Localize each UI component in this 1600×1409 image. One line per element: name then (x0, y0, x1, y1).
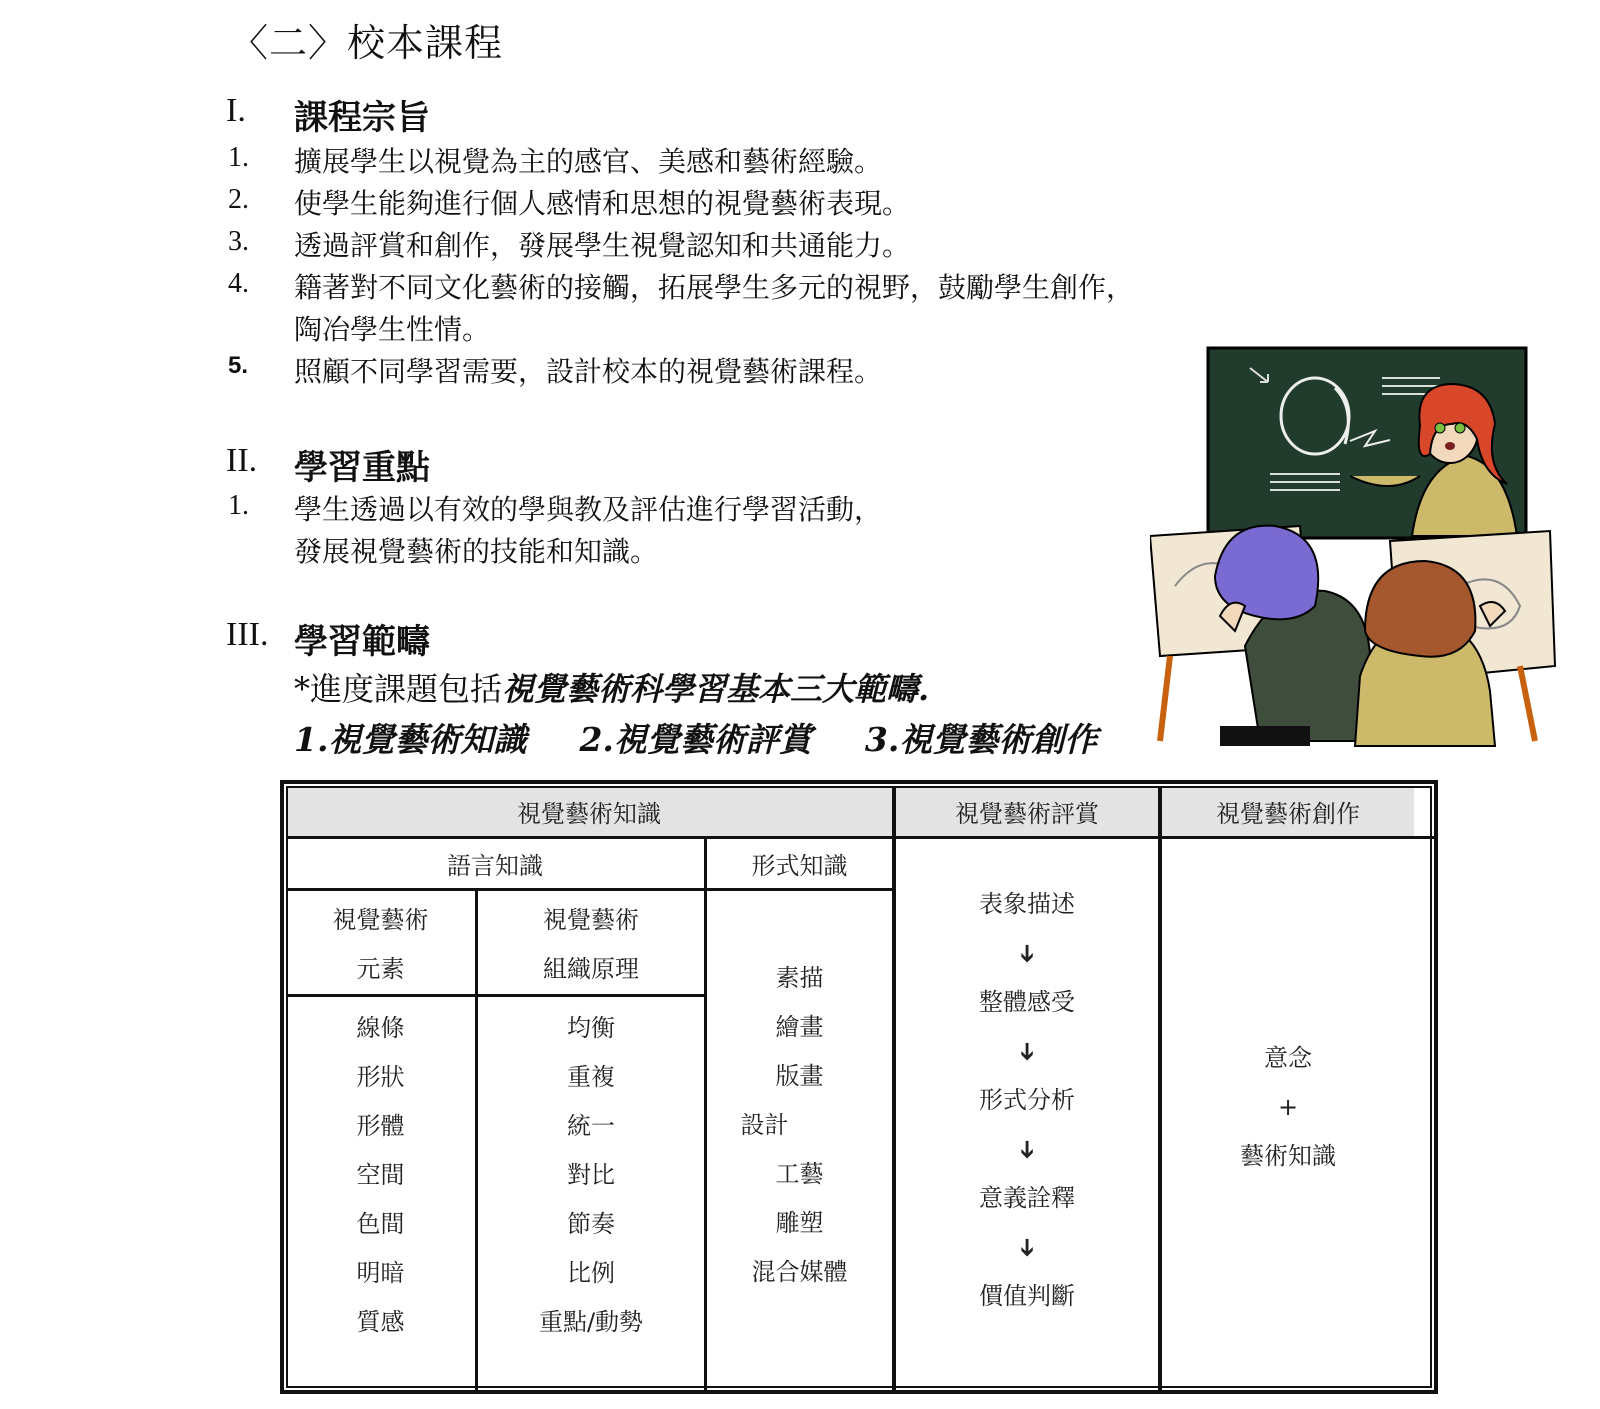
list-item: 對比 (567, 1161, 615, 1189)
list-item: 比例 (567, 1259, 615, 1287)
section-1-number: I. (226, 92, 246, 129)
section-1-title: 課程宗旨 (294, 98, 430, 138)
list-item: 重複 (567, 1063, 615, 1091)
strands-note-italic: 視覺藝術科學習基本三大範疇. (502, 670, 930, 708)
classroom-illustration (1150, 346, 1570, 750)
creation-idea: 意念 (1264, 1044, 1312, 1072)
focus-item-1-line-2: 發展視覺藝術的技能和知識。 (294, 535, 659, 568)
arrow-down-icon: ➔ (1013, 1237, 1042, 1258)
creation-plus: + (1277, 1093, 1299, 1121)
step: 整體感受 (979, 988, 1075, 1016)
subheader-form: 形式知識 (751, 852, 848, 880)
strands-note-prefix: *進度課題包括 (294, 670, 503, 708)
section-2-number: II. (226, 442, 258, 479)
aim-item-5: 照顧不同學習需要，設計校本的視覺藝術課程。 (294, 355, 883, 388)
header-knowledge: 視覺藝術知識 (286, 786, 892, 836)
list-item: 質感 (356, 1308, 405, 1336)
principles-list (478, 1004, 704, 1347)
step: 形式分析 (979, 1086, 1075, 1114)
appreciation-steps (896, 880, 1158, 1321)
list-item: 重點/動勢 (538, 1308, 644, 1336)
item-number: 1. (228, 490, 249, 521)
item-number: 4. (228, 268, 249, 299)
elements-title (286, 896, 475, 994)
aim-item-4-line-1: 籍著對不同文化藝術的接觸，拓展學生多元的視野，鼓勵學生創作， (294, 271, 1135, 304)
learning-strands-table (280, 780, 1438, 1394)
strand-3: 3.視覺藝術創作 (864, 720, 1098, 759)
list-item: 空間 (356, 1161, 405, 1189)
arrow-down-icon: ➔ (1013, 1139, 1042, 1160)
subheader-language: 語言知識 (447, 852, 543, 880)
list-item: 統一 (567, 1112, 615, 1140)
list-item: 明暗 (356, 1259, 405, 1287)
step: 意義詮釋 (979, 1184, 1075, 1212)
list-item: 混合媒體 (751, 1258, 848, 1286)
section-3-number: III. (226, 616, 269, 653)
list-item: 繪畫 (775, 1013, 824, 1041)
aim-item-2: 使學生能夠進行個人感情和思想的視覺藝術表現。 (294, 187, 911, 220)
item-number: 2. (228, 184, 249, 215)
list-item: 線條 (356, 1014, 405, 1042)
principles-title-line-2: 組織原理 (543, 955, 639, 983)
section-2-title: 學習重點 (294, 448, 430, 488)
step: 價值判斷 (979, 1282, 1075, 1310)
list-item: 節奏 (567, 1210, 615, 1238)
focus-item-1-line-1: 學生透過以有效的學與教及評估進行學習活動， (294, 493, 883, 526)
list-item: 均衡 (567, 1014, 615, 1042)
section-3-title: 學習範疇 (294, 622, 430, 662)
elements-title-line-1: 視覺藝術 (332, 906, 429, 934)
divider (286, 888, 892, 891)
step: 表象描述 (979, 890, 1075, 918)
principles-title-line-1: 視覺藝術 (543, 906, 639, 934)
strands-note (294, 664, 929, 710)
aim-item-1: 擴展學生以視覺為主的感官、美感和藝術經驗。 (294, 145, 883, 178)
principles-title (478, 896, 704, 994)
elements-title-line-2: 元素 (356, 955, 405, 983)
item-number: 3. (228, 226, 249, 257)
creation-knowledge: 藝術知識 (1240, 1142, 1336, 1170)
aim-item-4-line-2: 陶冶學生性情。 (294, 313, 491, 346)
elements-list (286, 1004, 475, 1347)
aim-item-3: 透過評賞和創作，發展學生視覺認知和共通能力。 (294, 229, 911, 262)
header-creation: 視覺藝術創作 (1162, 786, 1414, 836)
header-appreciation: 視覺藝術評賞 (896, 786, 1158, 836)
list-item: 雕塑 (775, 1209, 824, 1237)
arrow-down-icon: ➔ (1013, 943, 1042, 964)
list-item: 形體 (356, 1112, 405, 1140)
page-heading: 〈二〉校本課程 (230, 21, 504, 65)
list-item: 工藝 (775, 1160, 824, 1188)
list-item: 設計 (740, 1111, 789, 1139)
item-number: 1. (228, 142, 249, 173)
arrow-down-icon: ➔ (1013, 1041, 1042, 1062)
strand-2: 2.視覺藝術評賞 (579, 720, 812, 759)
strands-list (294, 714, 1097, 761)
divider (286, 994, 704, 997)
list-item: 形狀 (356, 1063, 405, 1091)
list-item: 色間 (356, 1210, 405, 1238)
creation-content (1162, 1034, 1414, 1181)
forms-list (707, 954, 892, 1297)
list-item: 素描 (775, 964, 824, 992)
strand-1: 1.視覺藝術知識 (294, 720, 527, 759)
item-number: 5. (228, 352, 249, 379)
list-item: 版畫 (775, 1062, 824, 1090)
